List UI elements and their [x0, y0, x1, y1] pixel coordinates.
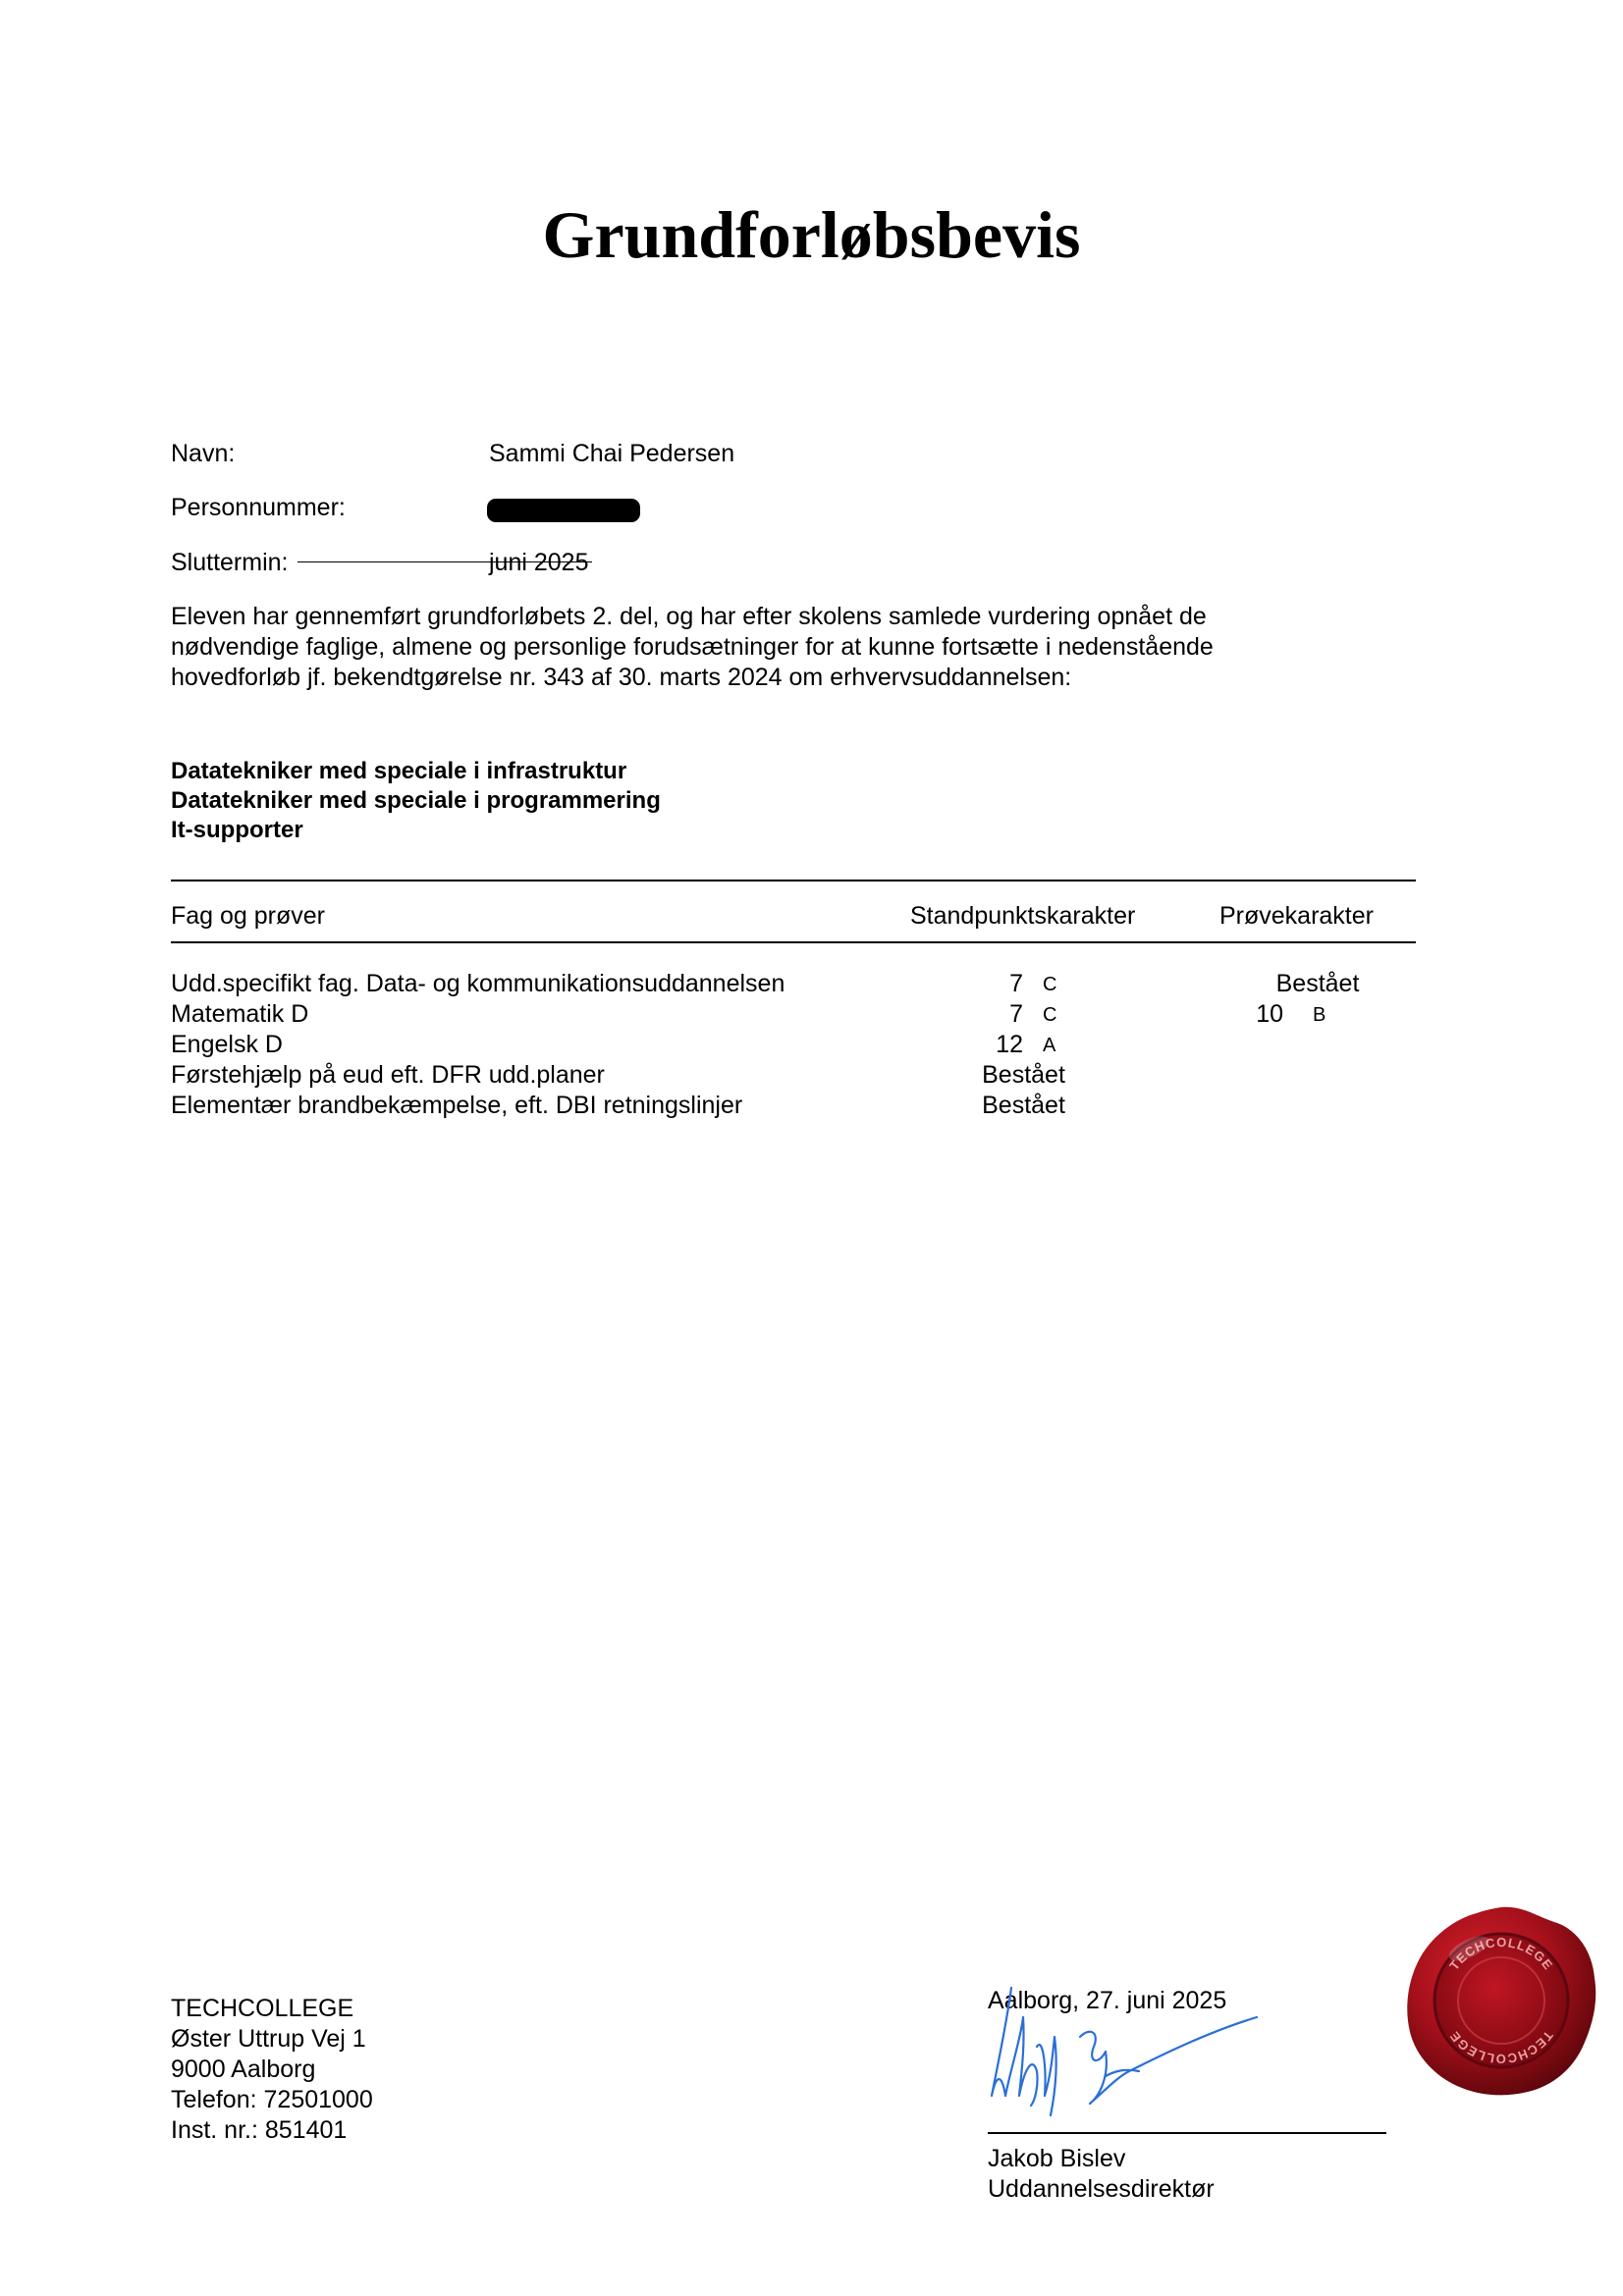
signature-line — [988, 2132, 1386, 2134]
table-row — [171, 1031, 1416, 1061]
row-standpoint-letter: C — [1043, 1004, 1057, 1026]
signatory-name: Jakob Bislev — [988, 2145, 1126, 2172]
row-standpoint-letter: A — [1043, 1035, 1056, 1056]
table-row — [171, 1061, 1416, 1092]
handwritten-signature — [982, 1978, 1276, 2135]
term-value: juni 2025 — [489, 549, 589, 576]
school-phone: Telefon: 72501000 — [171, 2086, 373, 2113]
program-item: Datatekniker med speciale i infrastruktur — [171, 758, 627, 784]
school-name: TECHCOLLEGE — [171, 1995, 354, 2022]
program-list — [171, 757, 661, 845]
row-subject: Matematik D — [171, 1000, 309, 1028]
signatory-role: Uddannelsesdirektør — [988, 2175, 1215, 2203]
table-row — [171, 1092, 1416, 1122]
row-exam-letter: B — [1313, 1004, 1326, 1026]
row-subject: Udd.specifikt fag. Data- og kommunikationsuddannelsen — [171, 970, 785, 997]
statement-line: Eleven har gennemført grundforløbets 2. del, og har efter skolens samlede vurdering opnået de — [171, 603, 1207, 630]
table-row — [171, 970, 1416, 1000]
header-exam: Prøvekarakter — [1219, 902, 1374, 930]
term-label: Sluttermin: — [171, 549, 289, 576]
row-standpoint: 7 — [1009, 970, 1023, 997]
row-exam: Bestået — [1275, 970, 1360, 997]
wax-seal-icon — [1400, 1899, 1602, 2102]
name-value: Sammi Chai Pedersen — [489, 440, 735, 467]
row-standpoint: Bestået — [982, 1061, 1065, 1089]
row-standpoint: Bestået — [982, 1092, 1065, 1119]
row-subject: Engelsk D — [171, 1031, 283, 1058]
svg-text:TECHCOLLEGE: TECHCOLLEGE — [1446, 1934, 1556, 1973]
table-top-rule — [171, 880, 1416, 881]
row-subject: Elementær brandbekæmpelse, eft. DBI retningslinjer — [171, 1092, 743, 1119]
svg-text:TECHCOLLEGE: TECHCOLLEGE — [1446, 2028, 1556, 2067]
statement-line: nødvendige faglige, almene og personlige forudsætninger for at kunne fortsætte i nedenstående — [171, 633, 1214, 661]
row-subject: Førstehjælp på eud eft. DFR udd.planer — [171, 1061, 605, 1089]
school-inst: Inst. nr.: 851401 — [171, 2116, 348, 2144]
program-item: Datatekniker med speciale i programmering — [171, 787, 661, 814]
header-standpoint: Standpunktskarakter — [910, 902, 1136, 930]
statement-line: hovedforløb jf. bekendtgørelse nr. 343 af 30. marts 2024 om erhvervsuddannelsen: — [171, 664, 1072, 691]
school-street: Øster Uttrup Vej 1 — [171, 2025, 366, 2053]
school-address — [171, 1994, 373, 2146]
row-standpoint: 7 — [1009, 1000, 1023, 1028]
program-item: It-supporter — [171, 817, 303, 843]
table-row — [171, 1000, 1416, 1031]
row-standpoint-letter: C — [1043, 974, 1057, 995]
place-date: Aalborg, 27. juni 2025 — [988, 1987, 1227, 2014]
page-title: Grundforløbsbevis — [542, 197, 1081, 272]
cpr-label: Personnummer: — [171, 494, 346, 521]
table-header-rule — [171, 941, 1416, 943]
header-subject: Fag og prøver — [171, 902, 326, 930]
statement-paragraph — [171, 602, 1437, 693]
school-city: 9000 Aalborg — [171, 2056, 316, 2083]
cpr-redaction — [487, 499, 640, 522]
row-exam: 10 — [1256, 1000, 1283, 1028]
row-standpoint: 12 — [996, 1031, 1023, 1058]
name-label: Navn: — [171, 440, 236, 467]
